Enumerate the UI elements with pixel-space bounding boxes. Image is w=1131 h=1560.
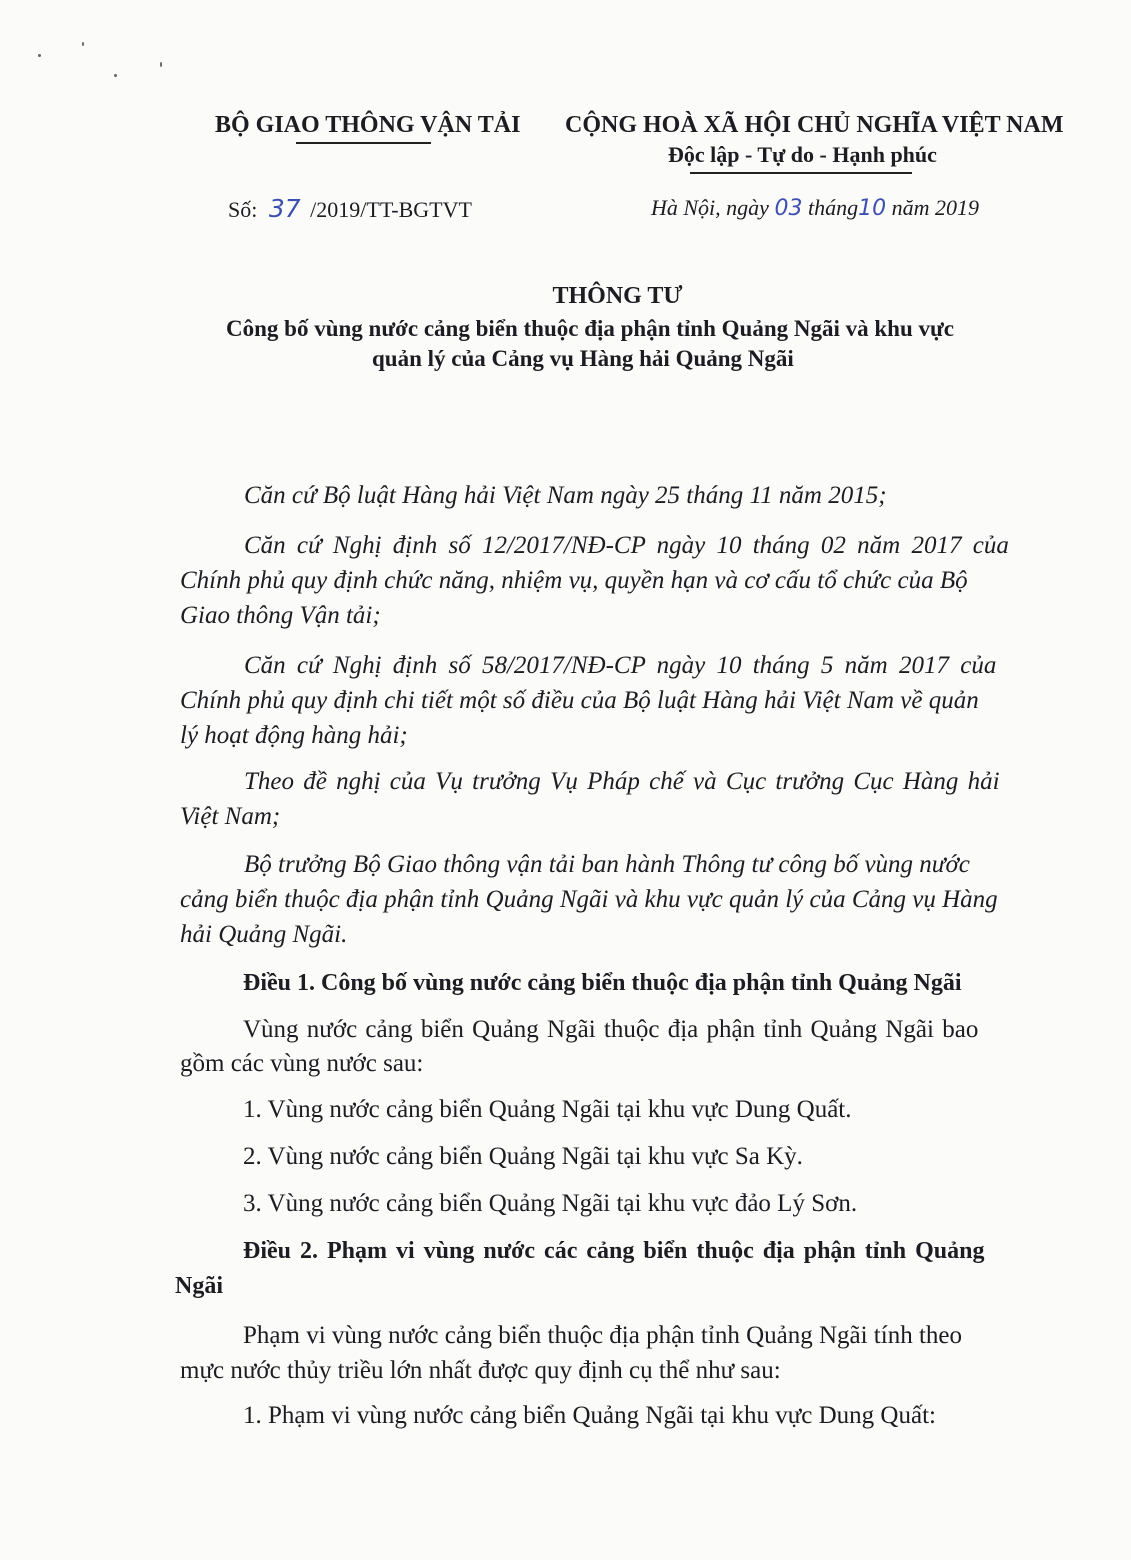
preamble-2-line-2: Chính phủ quy định chức năng, nhiệm vụ, quyền hạn và cơ cấu tổ chức của Bộ — [180, 567, 968, 594]
article-1-intro-line-1: Vùng nước cảng biển Quảng Ngãi thuộc địa phận tỉnh Quảng Ngãi bao — [243, 1016, 979, 1043]
document-number — [228, 194, 472, 223]
article-1-item-1: 1. Vùng nước cảng biển Quảng Ngãi tại khu vực Dung Quất. — [243, 1096, 852, 1123]
issue-date — [651, 195, 979, 221]
article-2-intro-line-1: Phạm vi vùng nước cảng biển thuộc địa phận tỉnh Quảng Ngãi tính theo — [243, 1322, 962, 1349]
number-prefix: Số: — [228, 197, 258, 222]
date-prefix: Hà Nội, ngày — [651, 195, 769, 220]
date-year: năm 2019 — [891, 195, 979, 220]
scan-speck — [114, 74, 117, 77]
preamble-3-line-1: Căn cứ Nghị định số 58/2017/NĐ-CP ngày 10 tháng 5 năm 2017 của — [244, 652, 997, 679]
article-2-heading-line-2: Ngãi — [175, 1273, 223, 1299]
scan-speck — [160, 62, 162, 67]
number-suffix: /2019/TT-BGTVT — [310, 197, 472, 222]
motto-underline — [690, 172, 912, 174]
preamble-5-line-1: Bộ trưởng Bộ Giao thông vận tải ban hành Thông tư công bố vùng nước — [244, 851, 970, 878]
document-type: THÔNG TƯ — [552, 283, 683, 309]
article-2-heading-line-1: Điều 2. Phạm vi vùng nước các cảng biển thuộc địa phận tỉnh Quảng — [243, 1238, 985, 1264]
preamble-3-line-3: lý hoạt động hàng hải; — [180, 722, 408, 749]
preamble-3-line-2: Chính phủ quy định chi tiết một số điều của Bộ luật Hàng hải Việt Nam về quản — [180, 687, 979, 714]
preamble-2-line-1: Căn cứ Nghị định số 12/2017/NĐ-CP ngày 10 tháng 02 năm 2017 của — [244, 532, 1009, 559]
scan-speck — [82, 42, 84, 46]
article-1-intro-line-2: gồm các vùng nước sau: — [180, 1050, 424, 1077]
date-month: 10 — [858, 196, 887, 221]
article-1-item-2: 2. Vùng nước cảng biển Quảng Ngãi tại khu vực Sa Kỳ. — [243, 1143, 803, 1170]
preamble-4-line-2: Việt Nam; — [180, 803, 281, 830]
preamble-2-line-3: Giao thông Vận tải; — [180, 602, 381, 629]
preamble-5-line-2: cảng biển thuộc địa phận tỉnh Quảng Ngãi và khu vực quản lý của Cảng vụ Hàng — [180, 886, 998, 913]
ministry-underline — [296, 142, 431, 144]
subject-line-2: quản lý của Cảng vụ Hàng hải Quảng Ngãi — [372, 346, 794, 371]
article-1-heading: Điều 1. Công bố vùng nước cảng biển thuộc địa phận tỉnh Quảng Ngãi — [243, 970, 962, 996]
preamble-5-line-3: hải Quảng Ngãi. — [180, 921, 348, 948]
number-handwritten: 37 — [268, 194, 301, 223]
preamble-4-line-1: Theo đề nghị của Vụ trưởng Vụ Pháp chế và Cục trưởng Cục Hàng hải — [244, 768, 1000, 795]
article-2-item-1: 1. Phạm vi vùng nước cảng biển Quảng Ngãi tại khu vực Dung Quất: — [243, 1402, 936, 1429]
country-name: CỘNG HOÀ XÃ HỘI CHỦ NGHĨA VIỆT NAM — [565, 112, 1064, 138]
subject-line-1: Công bố vùng nước cảng biển thuộc địa phận tỉnh Quảng Ngãi và khu vực — [226, 316, 954, 341]
date-month-label: tháng — [807, 195, 859, 220]
scan-speck — [38, 54, 41, 57]
date-day: 03 — [774, 196, 803, 221]
article-2-intro-line-2: mực nước thủy triều lớn nhất được quy định cụ thể như sau: — [180, 1357, 781, 1384]
national-motto: Độc lập - Tự do - Hạnh phúc — [668, 142, 937, 167]
preamble-1-line-1: Căn cứ Bộ luật Hàng hải Việt Nam ngày 25 tháng 11 năm 2015; — [244, 482, 887, 509]
ministry-name: BỘ GIAO THÔNG VẬN TẢI — [215, 112, 521, 138]
article-1-item-3: 3. Vùng nước cảng biển Quảng Ngãi tại khu vực đảo Lý Sơn. — [243, 1190, 858, 1217]
